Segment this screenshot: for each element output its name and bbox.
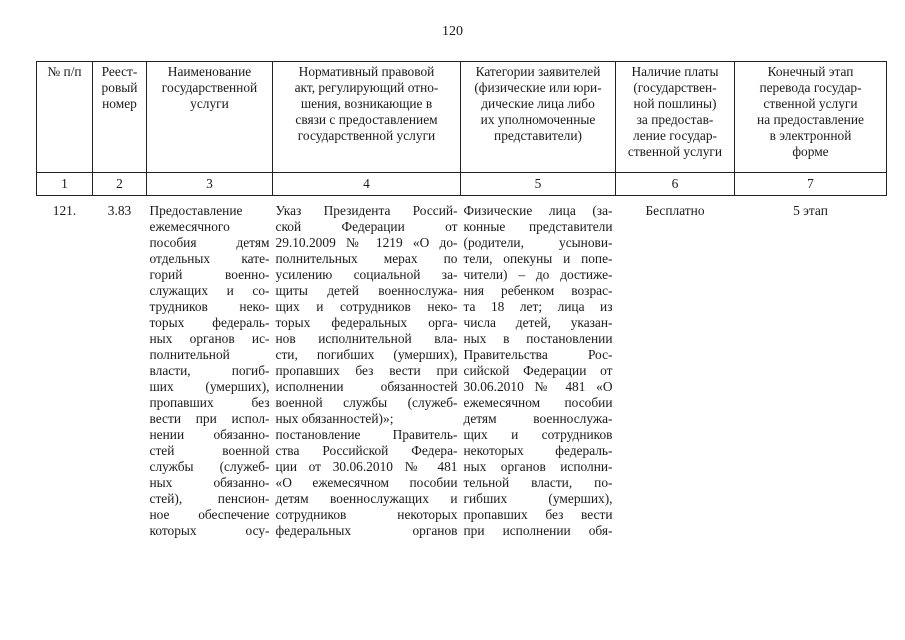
text-line: ных органов исполни- xyxy=(463,459,613,474)
registry-table xyxy=(36,61,887,539)
text-line: «О ежемесячном пособии xyxy=(275,475,458,490)
row-legal-act xyxy=(273,196,461,540)
text-line: ных обязанно- xyxy=(149,475,270,490)
text-line: пропавших без вести при xyxy=(275,363,458,378)
text-line: конные представители xyxy=(463,219,613,234)
text-line: числа детей, указан- xyxy=(463,315,613,330)
text-line: ской Федерации от xyxy=(275,219,458,234)
text-line: ежемесячного xyxy=(149,219,230,234)
text-line: трудников неко- xyxy=(149,299,270,314)
text-line: сийской Федерации от xyxy=(463,363,613,378)
text-line: детям военнослужащих и xyxy=(275,491,458,506)
text-line: ших (умерших), xyxy=(149,379,270,394)
header-row xyxy=(37,62,887,173)
text-line: полнительной xyxy=(149,347,230,362)
text-line: чители) – до достиже- xyxy=(463,267,613,282)
text-line: исполнении обязанностей xyxy=(275,379,458,394)
table-row xyxy=(37,196,887,540)
header-service-name: Наименование государственной услуги xyxy=(147,62,273,173)
text-line: щиты детей военнослужа- xyxy=(275,283,458,298)
column-number: 7 xyxy=(735,173,887,196)
text-line: гибших (умерших), xyxy=(463,491,613,506)
column-numbers-row xyxy=(37,173,887,196)
text-line: вести при испол- xyxy=(149,411,270,426)
column-number: 5 xyxy=(461,173,616,196)
text-line: 30.06.2010 № 481 «О xyxy=(463,379,613,394)
text-line: служащих и со- xyxy=(149,283,270,298)
text-line: тельной власти, по- xyxy=(463,475,613,490)
row-number: 121. xyxy=(52,203,77,218)
row-final-stage: 5 этап xyxy=(793,203,828,218)
text-line: тели, опекуны и попе- xyxy=(463,251,613,266)
text-line: ных органов ис- xyxy=(149,331,270,346)
text-line: щих и сотрудников неко- xyxy=(275,299,458,314)
text-line: Физические лица (за- xyxy=(463,203,613,218)
legal-act-text xyxy=(276,203,458,539)
text-line: та 18 лет; лица из xyxy=(463,299,613,314)
header-fee: Наличие платы (государствен- ной пошлины) за предостав- ление государ- ственной услуги xyxy=(616,62,735,173)
text-line: некоторых федераль- xyxy=(463,443,613,458)
text-line: ства Российской Федера- xyxy=(275,443,458,458)
text-line: ния ребенком возрас- xyxy=(463,283,613,298)
text-line: щих и сотрудников xyxy=(463,427,613,442)
column-number: 6 xyxy=(616,173,735,196)
text-line: при исполнении обя- xyxy=(463,523,613,538)
column-number: 1 xyxy=(37,173,93,196)
row-service-name xyxy=(147,196,273,540)
service-name-text xyxy=(150,203,270,539)
text-line: ное обеспечение xyxy=(149,507,270,522)
header-legal-act: Нормативный правовой акт, регулирующий отно- шения, возникающие в связи с предоставлением государственной услуги xyxy=(273,62,461,173)
text-line: Предоставление xyxy=(149,203,243,218)
text-line: полнительных мерах по xyxy=(275,251,458,266)
text-line: отдельных кате- xyxy=(149,251,270,266)
text-line: пособия детям xyxy=(149,235,270,250)
text-line: сотрудников некоторых xyxy=(275,507,458,522)
text-line: усилению социальной за- xyxy=(275,267,458,282)
applicants-text xyxy=(464,203,613,539)
text-line: пропавших без xyxy=(149,395,270,410)
column-number: 2 xyxy=(93,173,147,196)
text-line: торых федераль- xyxy=(149,315,270,330)
text-line: (родители, усынови- xyxy=(463,235,613,250)
column-number: 3 xyxy=(147,173,273,196)
text-line: горий военно- xyxy=(149,267,270,282)
text-line: постановление Правитель- xyxy=(275,427,458,442)
text-line: ных обязанностей)»; xyxy=(275,411,394,426)
text-line: Указ Президента Россий- xyxy=(275,203,458,218)
text-line: нов исполнительной вла- xyxy=(275,331,458,346)
row-applicants xyxy=(461,196,616,540)
text-line: военной службы (служеб- xyxy=(275,395,458,410)
column-number: 4 xyxy=(273,173,461,196)
text-line: власти, погиб- xyxy=(149,363,270,378)
text-line: торых федеральных орга- xyxy=(275,315,458,330)
text-line: детям военнослужа- xyxy=(463,411,613,426)
text-line: Правительства Рос- xyxy=(463,347,613,362)
row-fee: Бесплатно xyxy=(645,203,705,218)
text-line: ции от 30.06.2010 № 481 xyxy=(275,459,458,474)
header-final-stage: Конечный этап перевода государ- ственной услуги на предоставление в электронной форме xyxy=(735,62,887,173)
text-line: пропавших без вести xyxy=(463,507,613,522)
header-applicants: Категории заявителей (физические или юри- дические лица либо их уполномоченные представители) xyxy=(461,62,616,173)
header-number: № п/п xyxy=(37,62,93,173)
header-registry-number: Реест- ровый номер xyxy=(93,62,147,173)
text-line: которых осу- xyxy=(149,523,270,538)
text-line: сти, погибших (умерших), xyxy=(275,347,458,362)
page-number: 120 xyxy=(442,24,463,39)
text-line: 29.10.2009 № 1219 «О до- xyxy=(275,235,458,250)
text-line: ежемесячном пособии xyxy=(463,395,613,410)
text-line: стей военной xyxy=(149,443,270,458)
text-line: федеральных органов xyxy=(275,523,458,538)
text-line: службы (служеб- xyxy=(149,459,270,474)
text-line: нении обязанно- xyxy=(149,427,270,442)
text-line: ных в постановлении xyxy=(463,331,613,346)
text-line: стей), пенсион- xyxy=(149,491,270,506)
row-registry-number: 3.83 xyxy=(107,203,132,218)
